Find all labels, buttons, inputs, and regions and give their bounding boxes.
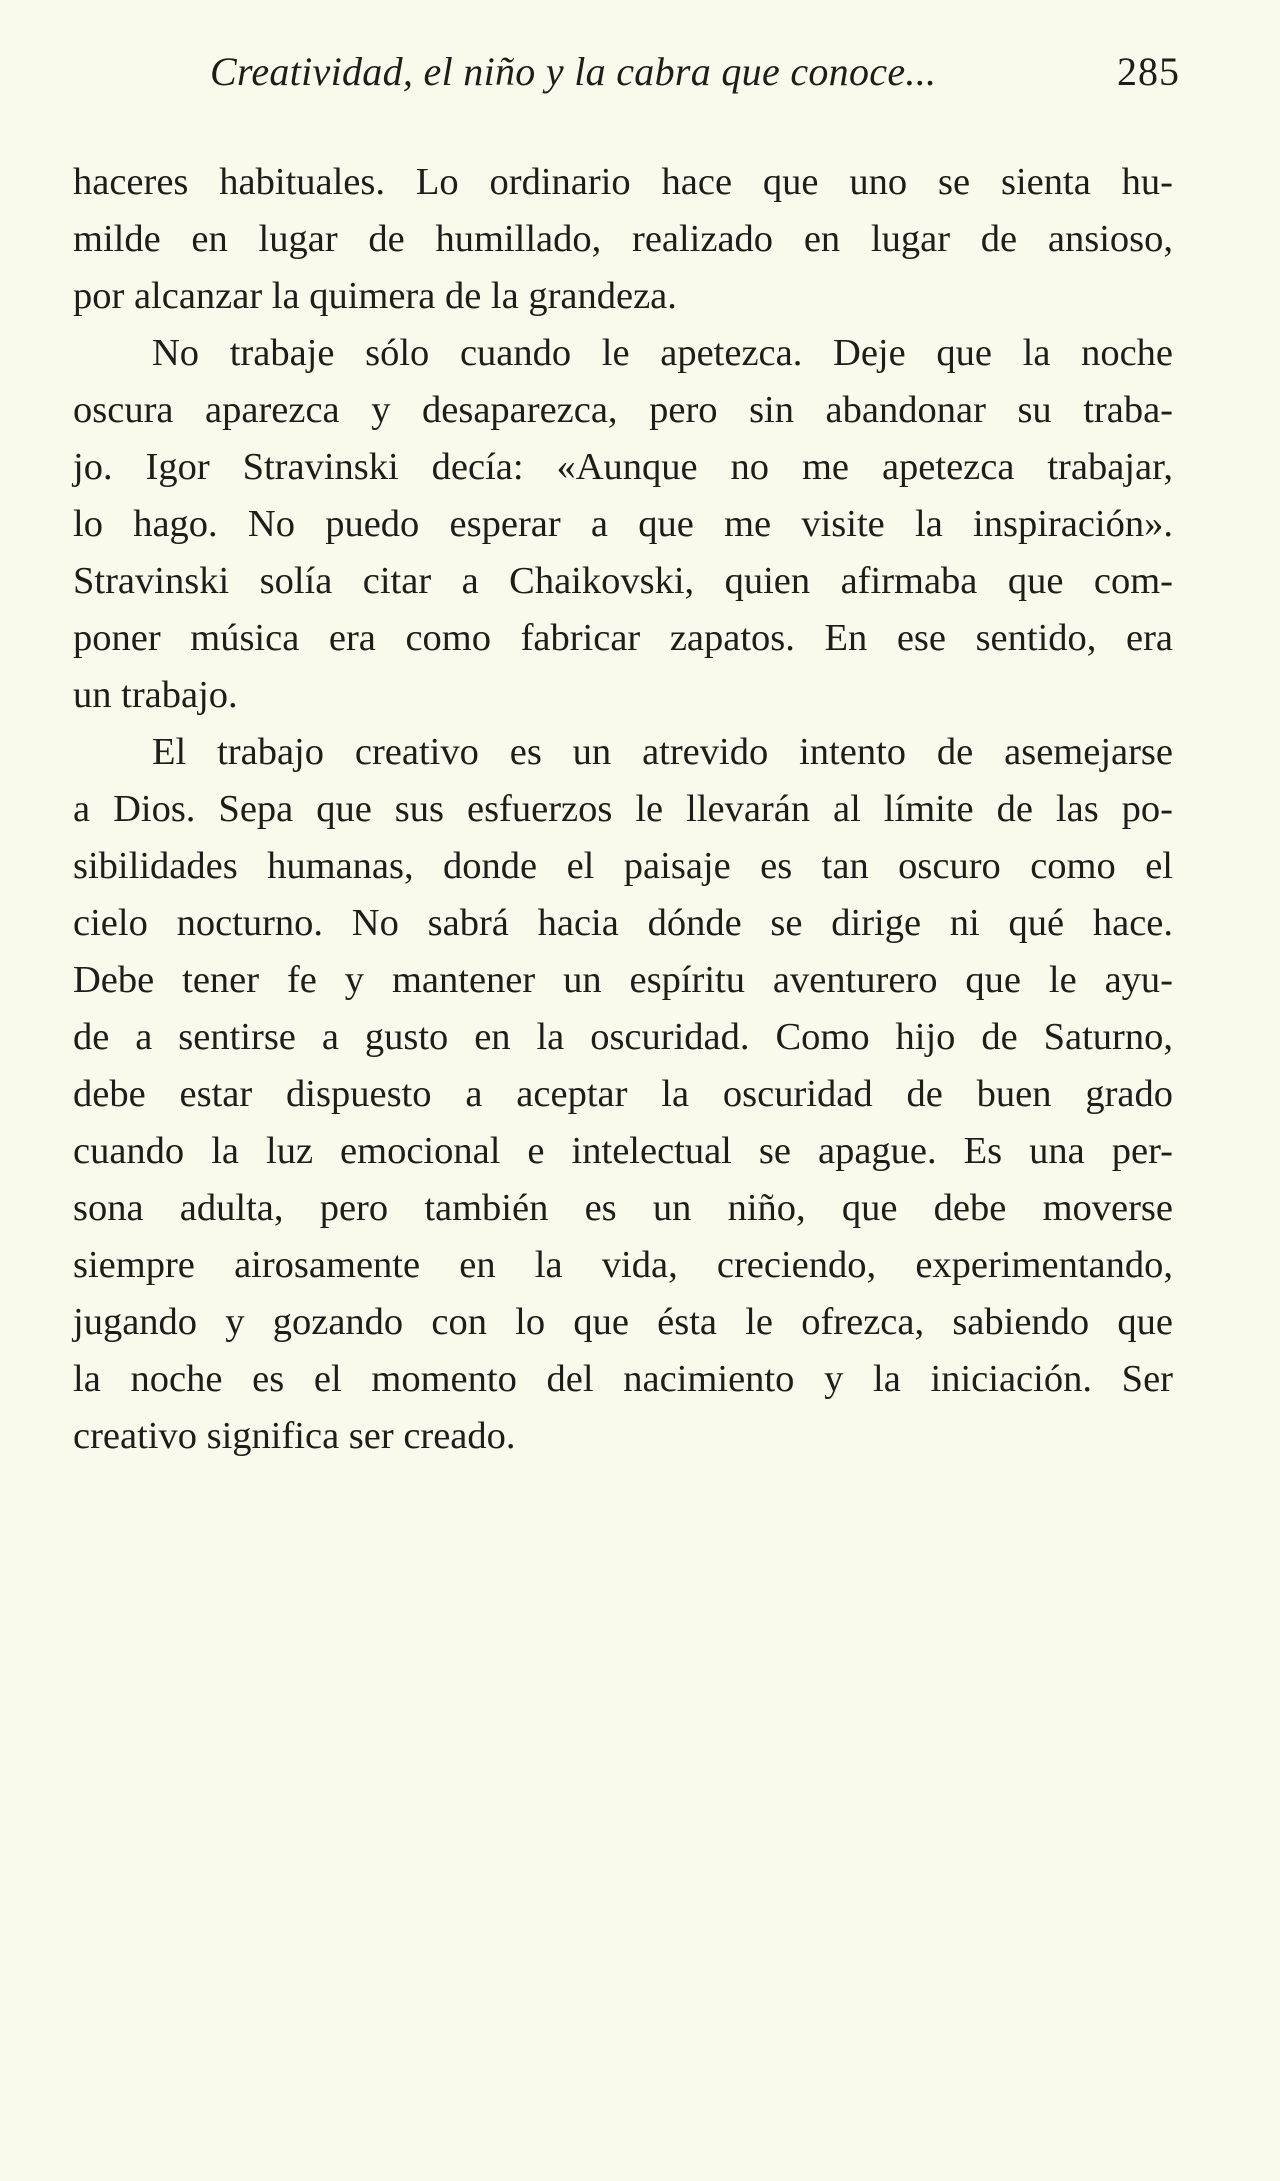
page-number: 285	[1117, 49, 1180, 94]
text-line: lo hago. No puedo esperar a que me visite la inspiración».	[73, 503, 1173, 545]
text-line: la noche es el momento del nacimiento y la iniciación. Ser	[73, 1358, 1173, 1400]
text-line: de a sentirse a gusto en la oscuridad. Como hijo de Saturno,	[73, 1016, 1173, 1058]
text-line: jugando y gozando con lo que ésta le ofrezca, sabiendo que	[73, 1301, 1173, 1343]
text-line: Debe tener fe y mantener un espíritu aventurero que le ayu-	[73, 959, 1173, 1001]
text-line: oscura aparezca y desaparezca, pero sin abandonar su traba-	[73, 389, 1173, 431]
text-line: un trabajo.	[73, 674, 238, 716]
text-line: jo. Igor Stravinski decía: «Aunque no me apetezca trabajar,	[73, 446, 1173, 488]
text-line: cielo nocturno. No sabrá hacia dónde se dirige ni qué hace.	[73, 902, 1173, 944]
body-text	[73, 154, 1173, 1465]
running-title: Creatividad, el niño y la cabra que conoce...	[210, 49, 937, 94]
text-line: creativo significa ser creado.	[73, 1415, 516, 1457]
text-line: El trabajo creativo es un atrevido intento de asemejarse	[152, 731, 1173, 773]
text-line: No trabaje sólo cuando le apetezca. Deje que la noche	[152, 332, 1173, 374]
text-line: cuando la luz emocional e intelectual se apague. Es una per-	[73, 1130, 1173, 1172]
text-line: a Dios. Sepa que sus esfuerzos le llevarán al límite de las po-	[73, 788, 1173, 830]
text-line: debe estar dispuesto a aceptar la oscuridad de buen grado	[73, 1073, 1173, 1115]
text-line: poner música era como fabricar zapatos. En ese sentido, era	[73, 617, 1173, 659]
text-line: sibilidades humanas, donde el paisaje es tan oscuro como el	[73, 845, 1173, 887]
text-line: por alcanzar la quimera de la grandeza.	[73, 275, 677, 317]
page-header	[210, 44, 1180, 100]
text-line: siempre airosamente en la vida, creciendo, experimentando,	[73, 1244, 1173, 1286]
text-line: milde en lugar de humillado, realizado en lugar de ansioso,	[73, 218, 1173, 260]
text-line: sona adulta, pero también es un niño, que debe moverse	[73, 1187, 1173, 1229]
text-line: Stravinski solía citar a Chaikovski, quien afirmaba que com-	[73, 560, 1173, 602]
text-line: haceres habituales. Lo ordinario hace que uno se sienta hu-	[73, 161, 1173, 203]
